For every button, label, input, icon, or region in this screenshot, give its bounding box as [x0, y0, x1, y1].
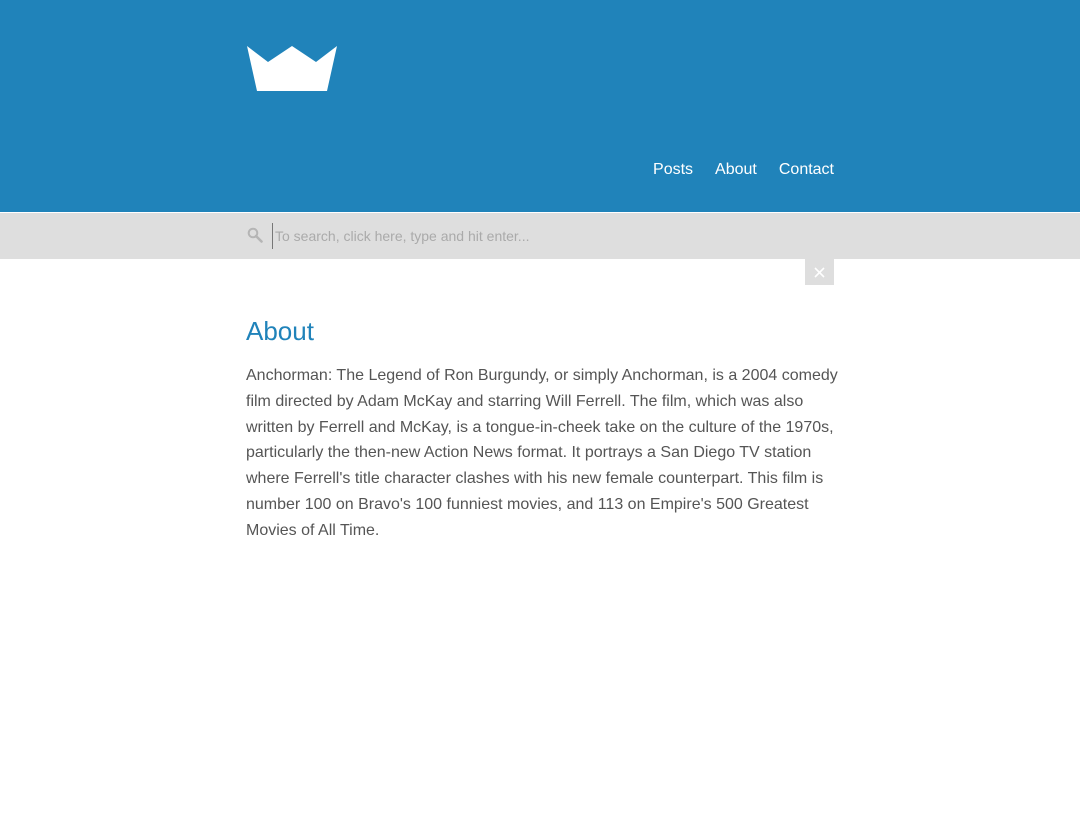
search-input[interactable]: [272, 223, 835, 249]
crown-icon: [246, 45, 338, 92]
search-icon: [247, 227, 263, 243]
page-body-text: Anchorman: The Legend of Ron Burgundy, or simply Anchorman, is a 2004 comedy film directed by Adam McKay and starring Will Ferrell. The film, which was also written by Ferrell and McKay, is a tongue-in-cheek take on the culture of the 1970s, particularly the then-new Action News format. It portrays a San Diego TV station where Ferrell's title character clashes with his new female counterpart. This film is number 100 on Bravo's 100 funniest movies, and 113 on Empire's 500 Greatest Movies of All Time.: [246, 367, 838, 539]
main-nav: [653, 160, 834, 180]
nav-item-about[interactable]: About: [715, 161, 757, 178]
nav-item-posts[interactable]: Posts: [653, 161, 694, 178]
search-bar: [0, 213, 1080, 259]
site-header: [0, 0, 1080, 212]
logo-link[interactable]: [246, 45, 338, 92]
nav-item-contact[interactable]: Contact: [778, 161, 834, 178]
close-search-button[interactable]: [805, 259, 834, 285]
close-icon: [814, 267, 825, 278]
main-content: [246, 313, 838, 544]
page-title: About: [246, 316, 314, 346]
